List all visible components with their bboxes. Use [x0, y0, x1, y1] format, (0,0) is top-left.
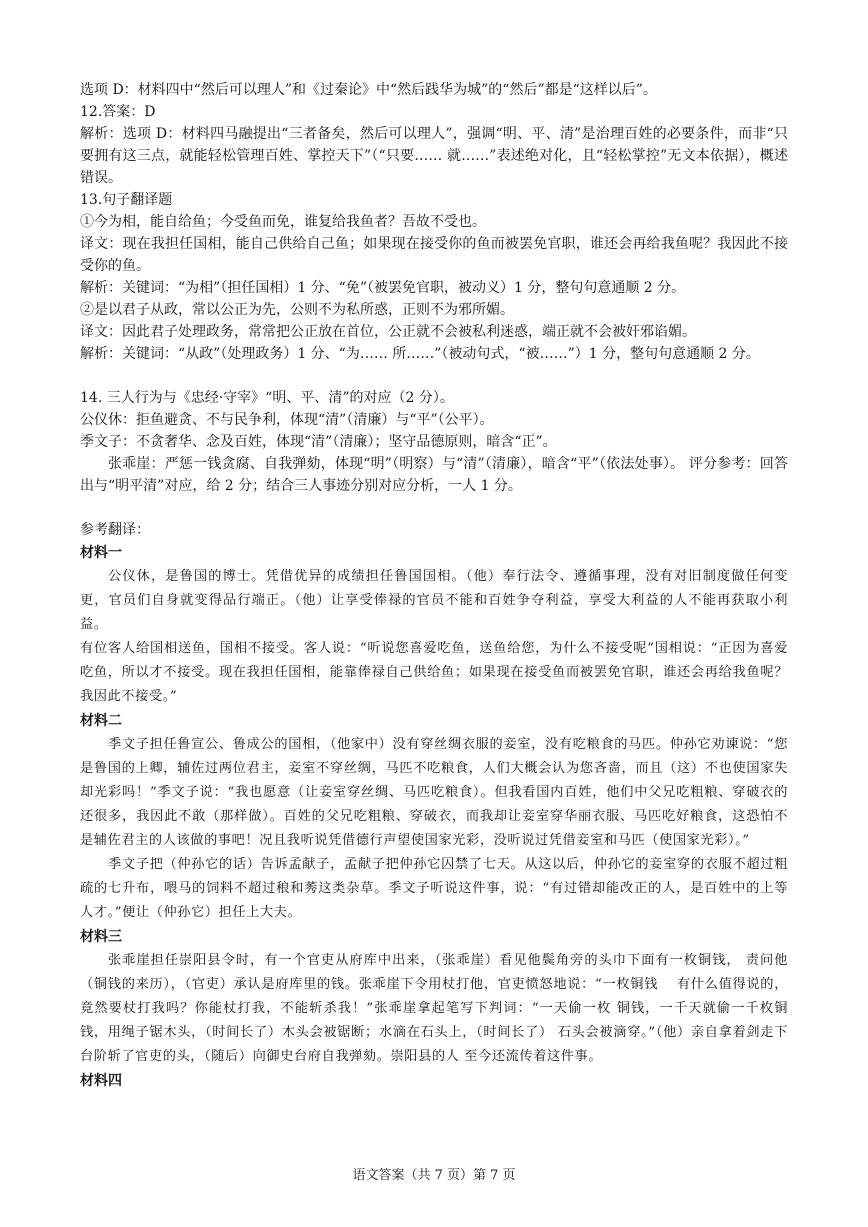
material-1-paragraph-2: 有位客人给国相送鱼，国相不接受。客人说：“听说您喜爱吃鱼，送鱼给您，为什么不接受呢”国相说：“正因为喜爱吃鱼，所以才不接受。现在我担任国相，能靠俸禄自己供给鱼；如果现在接受鱼而被罢免官职，谁还会再给我鱼呢？我因此不接受。”: [80, 641, 788, 704]
answer-page: [80, 79, 788, 1093]
material-2-paragraph-2: 季文子把（仲孙它的话）告诉孟献子，孟献子把仲孙它囚禁了七天。从这以后，仲孙它的妾室穿的衣服不超过粗疏的七升布，喂马的饲料不超过稂和莠这类杂草。季文子听说这件事，说：“有过错却能改正的人，是百姓中的上等人才。”便让（仲孙它）担任上大夫。: [80, 857, 788, 920]
q14-title: 14. 三人行为与《忠经·守宰》“明、平、清”的对应（2 分）。: [80, 390, 454, 406]
material-4-heading: 材料四: [80, 1073, 122, 1089]
spacer: [80, 365, 788, 387]
q13-sentence-2: ②是以君子从政，常以公正为先，公则不为私所惑，正则不为邪所媚。: [80, 302, 514, 318]
reference-title: 参考翻译：: [80, 522, 150, 538]
q13-sentence-2-analysis: 解析：关键词：“从政”（处理政务）1 分、“为…… 所……”（被动句式，“被……”）1 分，整句句意通顺 2 分。: [80, 346, 760, 362]
q12-answer: 12.答案：D: [80, 104, 156, 120]
material-1-paragraph-1: 公仪休，是鲁国的博士。凭借优异的成绩担任鲁国国相。（他）奉行法令、遵循事理，没有对旧制度做任何变更，官员们自身就变得品行端正。（他）让享受俸禄的官员不能和百姓争夺利益，享受大利益的人不能再获取小利益。: [80, 569, 788, 632]
q14-point-3: 张乖崖：严惩一钱贪腐、自我弹劾，体现“明”（明察）与“清”（清廉），暗含“平”（依法处事）。 评分参考：回答出与“明平清”对应，给 2 分；结合三人事迹分别对应分析，一人 1 分。: [80, 456, 788, 494]
material-3-heading: 材料三: [80, 929, 122, 945]
q14-point-1: 公仪休：拒鱼避贪、不与民争利，体现“清”（清廉）与“平”（公平）。: [80, 412, 494, 428]
spacer: [80, 497, 788, 519]
page-footer: 语文答案（共 7 页）第 7 页: [352, 1168, 516, 1183]
q12-analysis: 解析：选项 D：材料四马融提出“三者备矣，然后可以理人”，强调“明、平、清”是治理百姓的必要条件，而非“只要拥有这三点，就能轻松管理百姓、掌控天下”（“只要…… 就……”表述绝对化，且“轻松掌控”无文本依据），概述错误。: [80, 126, 788, 186]
q14-point-2: 季文子：不贪奢华、念及百姓，体现“清”（清廉）；坚守品德原则，暗含“正”。: [80, 434, 557, 450]
q13-sentence-1: ①今为相，能自给鱼；今受鱼而免，谁复给我鱼者？吾故不受也。: [80, 214, 486, 230]
q13-sentence-1-analysis: 解析：关键词：“为相”（担任国相）1 分、“免”（被罢免官职，被动义）1 分，整句句意通顺 2 分。: [80, 280, 686, 296]
q13-sentence-2-translation: 译文：因此君子处理政务，常常把公正放在首位，公正就不会被私利迷惑，端正就不会被奸邪谄媚。: [80, 324, 696, 340]
material-2-heading: 材料二: [80, 713, 122, 729]
material-2-paragraph-1: 季文子担任鲁宣公、鲁成公的国相，（他家中）没有穿丝绸衣服的妾室，没有吃粮食的马匹。仲孙它劝谏说：“您是鲁国的上卿，辅佐过两位君主，妾室不穿丝绸，马匹不吃粮食，人们大概会认为您吝啬，而且（这）不也使国家失却光彩吗！”季文子说：“我也愿意（让妾室穿丝绸、马匹吃粮食）。但我看国内百姓，他们中父兄吃粗粮、穿破衣的还很多，我因此不敢（那样做）。百姓的父兄吃粗粮、穿破衣，而我却让妾室穿华丽衣服、马匹吃好粮食，这恐怕不是辅佐君主的人该做的事吧！况且我听说凭借德行声望使国家光彩，没听说过凭借妾室和马匹（使国家光彩）。”: [80, 737, 788, 848]
material-3-paragraph-1: 张乖崖担任崇阳县令时，有一个官吏从府库中出来，（张乖崖）看见他鬓角旁的头巾下面有一枚铜钱， 责问他（铜钱的来历），（官吏）承认是府库里的钱。张乖崖下令用杖打他，官吏愤怒地说：“一枚铜钱 有什么值得说的，竟然要杖打我吗？你能杖打我，不能斩杀我！”张乖崖拿起笔写下判词：“一天偷一枚 铜钱，一千天就偷一千枚铜钱，用绳子锯木头，（时间长了）木头会被锯断；水滴在石头上，（时间长了） 石头会被滴穿。”（他）亲自拿着剑走下台阶斩了官吏的头，（随后）向御史台府自我弹劾。崇阳县的人 至今还流传着这件事。: [80, 953, 788, 1064]
q13-sentence-1-translation: 译文：现在我担任国相，能自己供给自己鱼；如果现在接受你的鱼而被罢免官职，谁还会再给我鱼呢？我因此不接受你的鱼。: [80, 236, 788, 274]
q13-title: 13.句子翻译题: [80, 192, 173, 208]
item-d-note: 选项 D：材料四中“然后可以理人”和《过秦论》中“然后践华为城”的“然后”都是“这样以后”。: [80, 82, 657, 98]
material-1-heading: 材料一: [80, 545, 122, 561]
